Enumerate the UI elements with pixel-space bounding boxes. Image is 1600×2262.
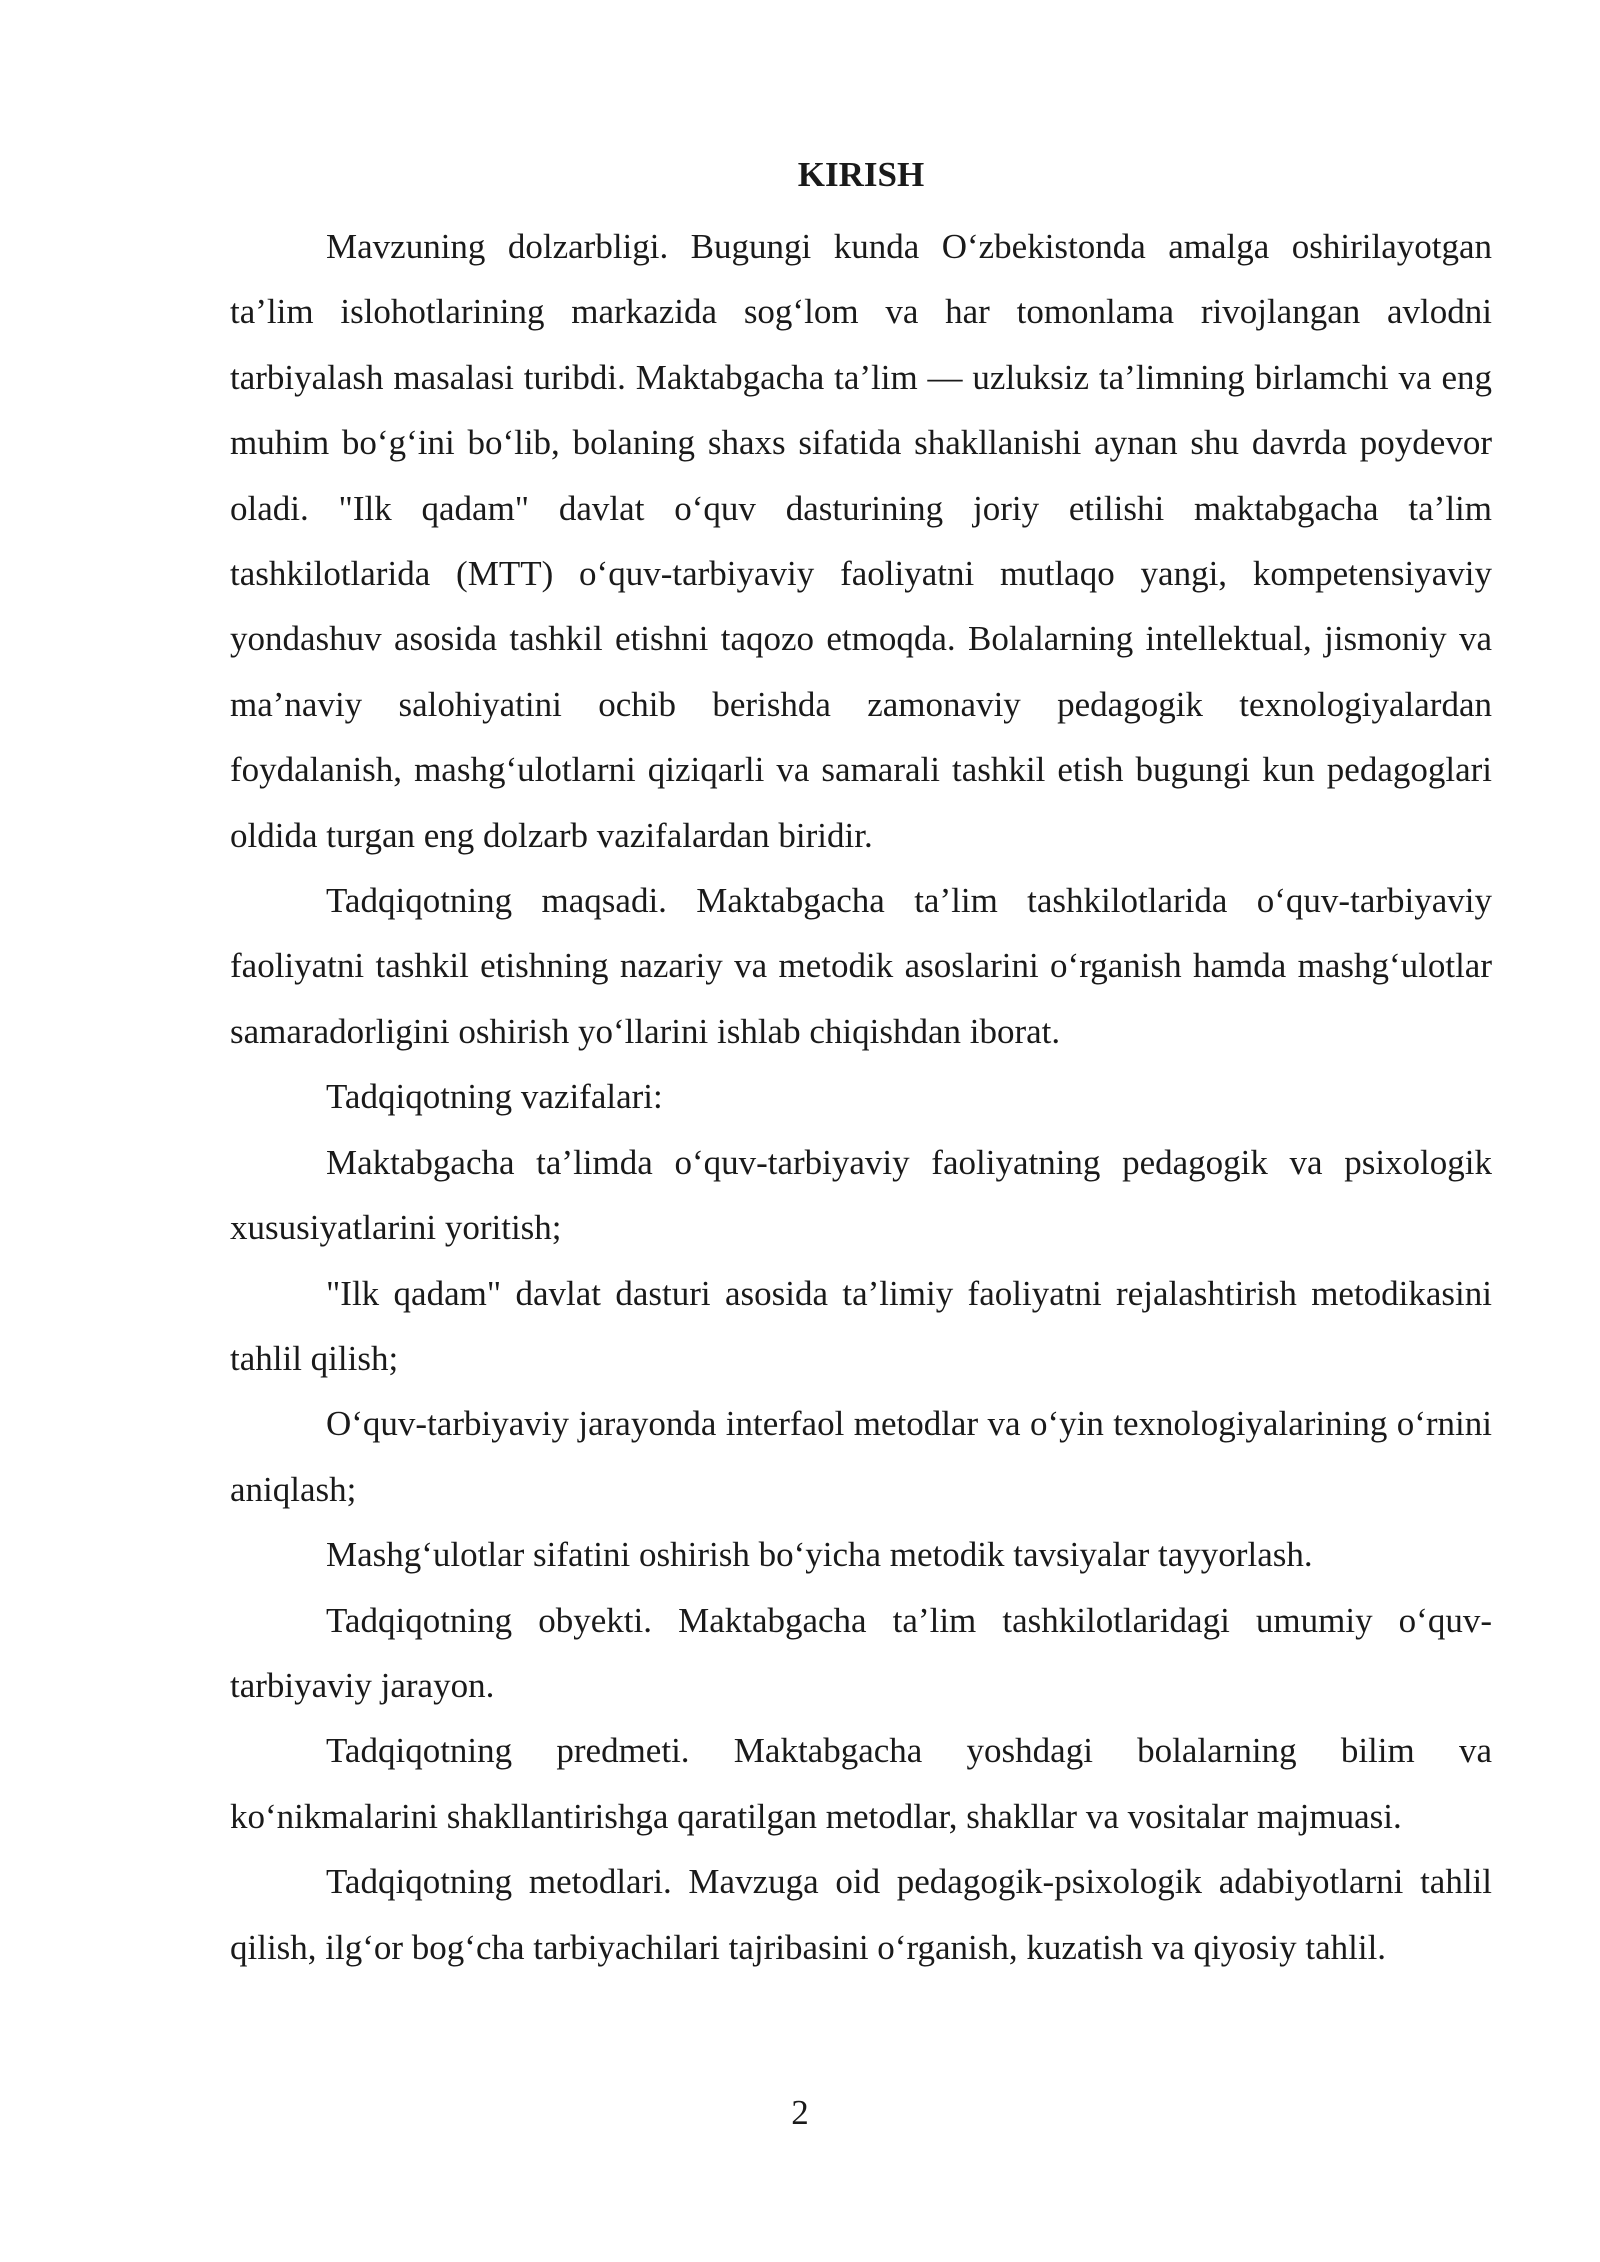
paragraph-task-2: "Ilk qadam" davlat dasturi asosida ta’limiy faoliyatni rejalashtirish metodikasini tahlil qilish;	[230, 1273, 1492, 1378]
paragraph-task-1: Maktabgacha ta’limda o‘quv-tarbiyaviy faoliyatning pedagogik va psixologik xususiyatlarini yoritish;	[230, 1142, 1492, 1248]
paragraph-tasks-heading: Tadqiqotning vazifalari:	[326, 1077, 663, 1117]
paragraph-subject: Tadqiqotning predmeti. Maktabgacha yoshdagi bolalarning bilim va ko‘nikmalarini shakllantirishga qaratilgan metodlar, shakllar va vositalar majmuasi.	[230, 1731, 1492, 1836]
paragraph-purpose: Tadqiqotning maqsadi. Maktabgacha ta’lim tashkilotlarida o‘quv-tarbiyaviy faoliyatni tashkil etishning nazariy va metodik asoslarini o‘rganish hamda mashg‘ulotlar samaradorligini oshirish yo‘llarini ishlab chiqishdan iborat.	[230, 881, 1492, 1051]
section-title: KIRISH	[797, 155, 925, 194]
page-number: 2	[791, 2093, 809, 2132]
paragraph-task-4: Mashg‘ulotlar sifatini oshirish bo‘yicha metodik tavsiyalar tayyorlash.	[326, 1535, 1313, 1575]
paragraph-relevance: Mavzuning dolzarbligi. Bugungi kunda O‘zbekistonda amalga oshirilayotgan ta’lim islohotlarining markazida sog‘lom va har tomonlama rivojlangan avlodni tarbiyalash masalasi turibdi. Maktabgacha ta’lim — uzluksiz ta’limning birlamchi va eng muhim bo‘g‘ini bo‘lib, bolaning shaxs sifatida shakllanishi aynan shu davrda poydevor oladi. "Ilk qadam" davlat o‘quv dasturining joriy etilishi maktabgacha ta’lim tashkilotlarida (MTT) o‘quv-tarbiyaviy faoliyatni mutlaqo yangi, kompetensiyaviy yondashuv asosida tashkil etishni taqozo etmoqda. Bolalarning intellektual, jismoniy va ma’naviy salohiyatini ochib berishda zamonaviy pedagogik texnologiyalardan foydalanish, mashg‘ulotlarni qiziqarli va samarali tashkil etish bugungi kun pedagoglari oldida turgan eng dolzarb vazifalardan biridir.	[230, 227, 1492, 855]
paragraph-task-3: O‘quv-tarbiyaviy jarayonda interfaol metodlar va o‘yin texnologiyalarining o‘rnini aniqlash;	[230, 1404, 1492, 1509]
paragraph-methods: Tadqiqotning metodlari. Mavzuga oid pedagogik-psixologik adabiyotlarni tahlil qilish, ilg‘or bog‘cha tarbiyachilari tajribasini o‘rganish, kuzatish va qiyosiy tahlil.	[230, 1862, 1492, 1967]
document-page	[230, 150, 1492, 1980]
paragraph-object: Tadqiqotning obyekti. Maktabgacha ta’lim tashkilotlaridagi umumiy o‘quv-tarbiyaviy jarayon.	[230, 1600, 1492, 1705]
